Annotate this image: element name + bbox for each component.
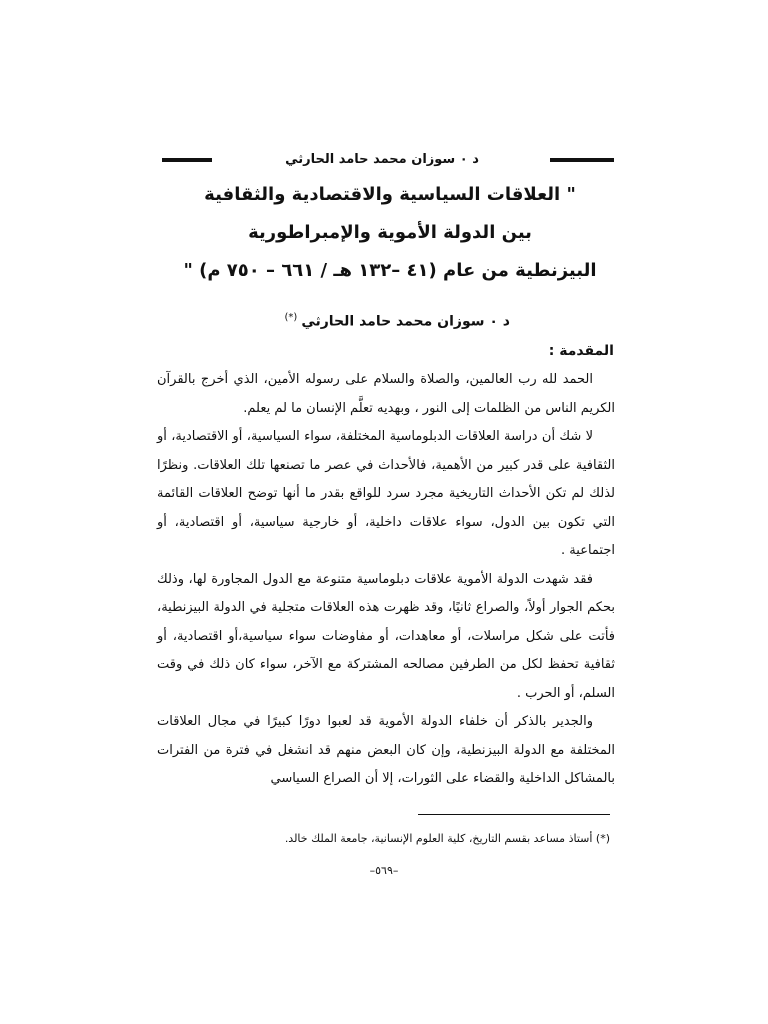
paragraph: الحمد لله رب العالمين، والصلاة والسلام على رسوله الأمين، الذي أخرج بالقرآن الكريم الناس من الظلمات إلى النور ، وبهديه تعلَّم الإنسان ما لم يعلم. — [157, 372, 615, 416]
running-header-text: د ٠ سوزان محمد حامد الحارثي — [285, 152, 479, 167]
section-heading: المقدمة : — [548, 343, 614, 359]
paragraph: والجدير بالذكر أن خلفاء الدولة الأموية قد لعبوا دورًا كبيرًا في مجال العلاقات المختلفة مع الدولة البيزنطية، وإن كان البعض منهم قد انشغل في فترة من الفترات بالمشاكل الداخلية والقضاء على الثورات، إلا أن الصراع السياسي — [157, 714, 615, 786]
title-line-3: البيزنطية من عام (٤١ –١٣٢ هـ / ٦٦١ – ٧٥٠ م) " — [183, 260, 597, 281]
page-number: –٥٦٩– — [369, 864, 399, 877]
footnote: (*) أستاذ مساعد بقسم التاريخ، كلية العلوم الإنسانية، جامعة الملك خالد. — [284, 832, 610, 845]
paragraph: لا شك أن دراسة العلاقات الدبلوماسية المختلفة، سواء السياسية، أو الاقتصادية، أو الثقافية على قدر كبير من الأهمية، فالأحداث في عصر ما تصنعها تلك العلاقات. ونظرًا لذلك لم تكن الأحداث التاريخية مجرد سرد للواقع بقدر ما أنها توضح العلاقات القائمة التي تكون بين الدول، سواء علاقات داخلية، أو خارجية سياسية، أو اقتصادية، أو اجتماعية . — [157, 429, 615, 558]
paragraph: فقد شهدت الدولة الأموية علاقات دبلوماسية متنوعة مع الدول المجاورة لها، وذلك بحكم الجوار أولاً، والصراع ثانيًا، وقد ظهرت هذه العلاقات متجلية في الدولة البيزنطية، فأتت على شكل مراسلات، أو معاهدات، أو مفاوضات سواء سياسية،أو اقتصادية، أو ثقافية تحفظ لكل من الطرفين مصالحه المشتركة مع الآخر، سواء كان ذلك في وقت السلم، أو الحرب . — [157, 571, 615, 701]
article-title — [150, 176, 630, 290]
header-rule-left — [162, 158, 212, 162]
author-line — [285, 306, 511, 334]
title-line-2: بين الدولة الأموية والإمبراطورية — [248, 222, 532, 243]
author-footnote-marker: (*) — [284, 312, 298, 323]
title-line-1: " العلاقات السياسية والاقتصادية والثقافية — [204, 184, 576, 205]
footnote-separator — [418, 814, 610, 815]
header-rule-right — [550, 158, 614, 162]
author-name: د ٠ سوزان محمد حامد الحارثي — [301, 313, 510, 330]
running-header — [162, 150, 614, 172]
body-text — [157, 366, 615, 794]
